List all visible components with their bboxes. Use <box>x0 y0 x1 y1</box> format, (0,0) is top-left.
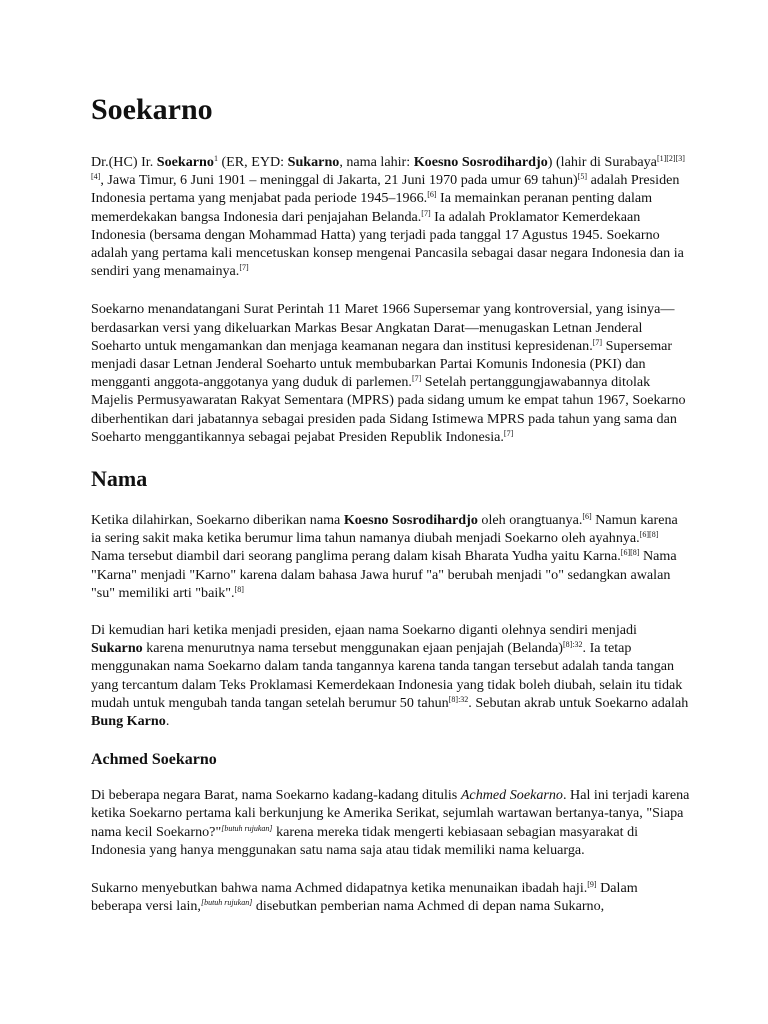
footnote-marker[interactable]: 1 <box>213 154 218 163</box>
nama-paragraph-2 <box>91 621 691 730</box>
text: oleh orangtuanya. <box>477 512 583 529</box>
achmed-paragraph-1 <box>91 786 691 859</box>
intro-paragraph-2 <box>91 300 691 446</box>
citation-needed-text[interactable]: [butuh rujukan] <box>221 823 273 833</box>
citation-link[interactable]: [8] <box>234 584 244 594</box>
subsection-heading-achmed: Achmed Soekarno <box>91 751 217 769</box>
citation-link[interactable]: [7] <box>239 263 249 273</box>
citation-link[interactable]: [1][2][3][4] <box>91 154 685 182</box>
text: Nama tersebut diambil dari seorang panglima perang dalam kisah Bharata Yudha yaitu Karna. <box>91 548 621 565</box>
citation-link[interactable]: [8]:32 <box>448 694 469 704</box>
text: . <box>165 713 170 730</box>
bold-name: Soekarno <box>156 154 214 170</box>
citation-link[interactable]: [6] <box>582 512 592 522</box>
page-title: Soekarno <box>91 93 213 126</box>
text: adalah Presiden Indonesia pertama yang menjabat pada periode 1945–1966. <box>91 172 680 207</box>
nama-paragraph-1 <box>91 511 691 602</box>
text: ) (lahir di Surabaya <box>547 154 657 170</box>
bold-name: Sukarno <box>91 640 143 657</box>
text: Sukarno menyebutkan bahwa nama Achmed didapatnya ketika menunaikan ibadah haji. <box>91 880 588 897</box>
text: Nama "Karna" menjadi "Karno" karena dalam bahasa Jawa huruf "a" berubah menjadi "o" sedangkan awalan "su" memiliki arti "baik". <box>91 548 677 601</box>
italic-name: Achmed Soekarno <box>460 787 563 804</box>
text: karena mereka tidak mengerti kebiasaan sebagian masyarakat di Indonesia yang hanya menggunakan satu nama saja atau tidak memiliki nama keluarga. <box>91 823 639 858</box>
text: . Hal ini terjadi karena ketika Soekarno pertama kali berkunjung ke Amerika Serikat, sejumlah wartawan bertanya-tanya, "Siapa nama kecil Soekarno?" <box>91 787 690 840</box>
bold-name: Sukarno <box>287 154 340 170</box>
citation-needed-marker[interactable] <box>221 824 272 833</box>
text: Dalam beberapa versi lain, <box>91 880 638 915</box>
text: . Sebutan akrab untuk Soekarno adalah <box>468 694 689 711</box>
citation-link[interactable]: [7] <box>592 337 603 347</box>
text: Namun karena ia sering sakit maka ketika berumur lima tahun namanya diubah menjadi Soekarno oleh ayahnya. <box>91 512 678 547</box>
text: (ER, EYD: <box>217 154 288 170</box>
text: disebutkan pemberian nama Achmed di depan nama Sukarno, <box>252 898 605 915</box>
text: . Ia tetap menggunakan nama Soekarno dalam tanda tangannya karena tanda tangan tersebut adalah tanda tangan yang tercantum dalam Teks Proklamasi Kemerdekaan Indonesia yang tidak boleh diubah, selain itu tidak mudah untuk mengubah tanda tangan setelah berumur 50 tahun <box>91 640 683 711</box>
bold-name: Koesno Sosrodihardjo <box>413 154 548 170</box>
text: , Jawa Timur, 6 Juni 1901 – meninggal di Jakarta, 21 Juni 1970 pada umur 69 tahun) <box>100 172 578 189</box>
text: Supersemar menjadi dasar Letnan Jenderal Soeharto untuk membubarkan Partai Komunis Indonesia (PKI) dan mengganti anggota-anggotanya yang duduk di parlemen. <box>91 337 673 391</box>
citation-link[interactable]: [8]:32 <box>562 640 583 650</box>
text: Di kemudian hari ketika menjadi presiden, ejaan nama Soekarno diganti olehnya sendiri menjadi <box>91 622 637 639</box>
bold-name: Koesno Sosrodihardjo <box>343 512 478 529</box>
text: Soekarno menandatangani Surat Perintah 11 Maret 1966 Supersemar yang kontroversial, yang isinya—berdasarkan versi yang dikeluarkan Markas Besar Angkatan Darat—menugaskan Letnan Jenderal Soeharto untuk mengamankan dan menjaga keamanan negara dan institusi kepresidenan. <box>91 301 675 354</box>
citation-link[interactable]: [9] <box>587 880 597 890</box>
citation-link[interactable]: [6][8] <box>620 548 640 558</box>
citation-link[interactable]: [7] <box>503 428 514 438</box>
intro-paragraph-1 <box>91 153 691 280</box>
citation-link[interactable]: [7] <box>421 208 431 218</box>
achmed-paragraph-2 <box>91 879 691 915</box>
text: Di beberapa negara Barat, nama Soekarno kadang-kadang ditulis <box>91 787 461 804</box>
text: karena menurutnya nama tersebut menggunakan ejaan penjajah (Belanda) <box>142 640 563 657</box>
citation-link[interactable]: [5] <box>577 172 588 182</box>
text: Ia memainkan peranan penting dalam memerdekakan bangsa Indonesia dari penjajahan Belanda. <box>91 190 653 225</box>
text: Dr.(HC) Ir. <box>91 154 157 170</box>
citation-link[interactable]: [7] <box>411 374 422 384</box>
article <box>91 92 691 936</box>
citation-needed-text[interactable]: [butuh rujukan] <box>200 898 253 908</box>
text: Setelah pertanggungjawabannya ditolak Majelis Permusyawaratan Rakyat Sementara (MPRS) pada sidang umum ke empat tahun 1967, Soekarno diberhentikan dari jabatannya sebagai presiden pada Sidang Istimewa MPRS pada tahun yang sama dan Soeharto menggantikannya sebagai pejabat Presiden Republik Indonesia. <box>91 374 686 445</box>
text: Ketika dilahirkan, Soekarno diberikan nama <box>91 512 344 529</box>
section-heading-nama: Nama <box>91 466 148 492</box>
citation-link[interactable]: [6] <box>427 190 437 200</box>
citation-link[interactable]: [6][8] <box>639 530 659 540</box>
text: , nama lahir: <box>339 154 414 170</box>
bold-name: Bung Karno <box>91 713 166 730</box>
text: Ia adalah Proklamator Kemerdekaan Indonesia (bersama dengan Mohammad Hatta) yang terjadi pada tanggal 17 Agustus 1945. Soekarno adalah yang pertama kali mencetuskan konsep mengenai Pancasila sebagai dasar negara Indonesia dan ia sendiri yang menamainya. <box>91 208 684 280</box>
citation-needed-marker[interactable] <box>201 898 252 907</box>
